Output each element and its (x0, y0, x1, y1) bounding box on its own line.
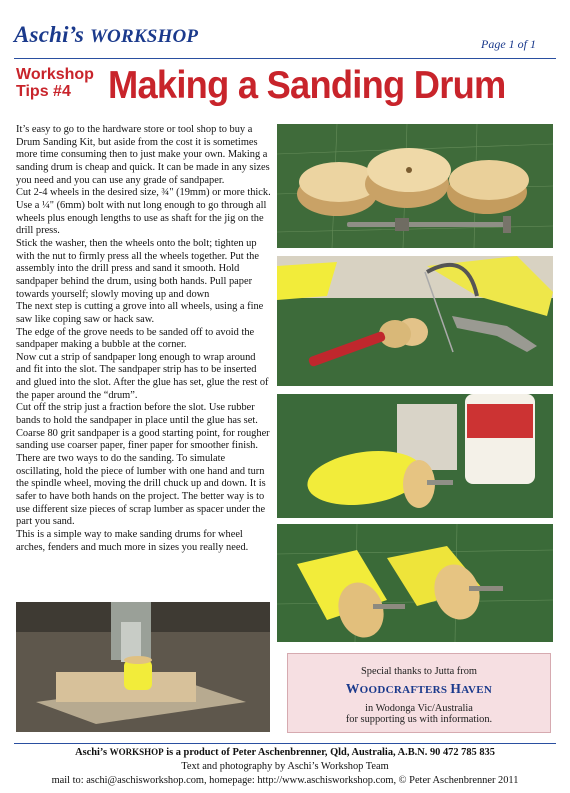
acknowledgement-support: for supporting us with information. (345, 714, 493, 725)
brand-caps: WORKSHOP (89, 26, 199, 47)
org-initial-h: H (450, 681, 462, 696)
paragraph: It’s easy to go to the hardware store or tool shop to buy a Drum Sanding Kit, but aside from the cost it is sometimes more time consuming then to just make your own. Making a sanding drum is cheap and quick. It can be made in any sizes you need and you can use any grade of sandpaper. (16, 124, 270, 186)
series-label (16, 66, 106, 100)
footer-ownership-text: is a product of Peter Aschenbrenner, Qld, Australia, A.B.N. 90 472 785 835 (163, 747, 495, 758)
footer-divider (14, 743, 556, 744)
article-body (16, 124, 271, 554)
footer-brand-caps: WORKSHOP (109, 747, 164, 757)
paragraph: The next step is cutting a grove into all wheels, using a fine saw like coping saw or hack saw. (16, 301, 264, 325)
series-label-line2: Tips #4 (16, 83, 71, 100)
acknowledgement-box (287, 653, 551, 733)
photo-coping-saw (277, 256, 553, 386)
paragraph: This is a simple way to make sanding drums for wheel arches, fenders and much more in sizes you really need. (16, 529, 249, 553)
site-brand (14, 22, 198, 48)
paragraph: Cut off the strip just a fraction before the slot. Use rubber bands to hold the sandpaper in place until the glue has set. Coarse 80 grit sandpaper is a good starting point, for rougher sanding use coarser paper, finer paper for smoother finish. (16, 402, 270, 452)
org-word-1: OODCRAFTERS (359, 684, 451, 696)
acknowledgement-org (288, 681, 550, 697)
photo-glue-illustration (277, 394, 553, 518)
footer-contact: mail to: aschi@aschisworkshop.com, homepage: http://www.aschisworkshop.com, © Peter Aschenbrenner 2011 (51, 775, 519, 786)
footer-brand: Aschi’s (75, 747, 110, 758)
photo-saw-illustration (277, 256, 553, 386)
photo-drums-illustration (277, 524, 553, 642)
footer-ownership (0, 747, 570, 758)
photo-drill-press-illustration (16, 602, 270, 732)
series-label-line1: Workshop (16, 66, 94, 83)
article-title: Making a Sanding Drum (108, 64, 506, 107)
photo-drill-press (16, 602, 270, 732)
org-word-2: AVEN (461, 684, 493, 696)
photo-finished-drums (277, 524, 553, 642)
photo-wheels-illustration (277, 124, 553, 248)
acknowledgement-location: in Wodonga Vic/Australia (365, 703, 473, 714)
photo-wheels-and-bolt (277, 124, 553, 248)
footer-credits: Text and photography by Aschi’s Workshop Team (181, 761, 389, 772)
paragraph: Stick the washer, then the wheels onto the bolt; tighten up with the nut to firmly press all the wheels together. Put the assembly into the drill press and sand it smooth. Hold sandpaper behind the drum, using both hands. Pull paper towards yourself; slowly moving up and down (16, 237, 259, 300)
page-indicator: Page 1 of 1 (481, 37, 536, 51)
paragraph: Now cut a strip of sandpaper long enough to wrap around and fit into the slot. The sandpaper strip has to be inserted and glued into the slot. After the glue has set, glue the rest of the paper around the “drum”. (16, 351, 269, 401)
paragraph: Cut 2-4 wheels in the desired size, ¾" (19mm) or more thick. Use a ¼" (6mm) bolt with nut long enough to go through all wheels plus enough lengths to use as shaft for the jig on the drill press. (16, 187, 271, 237)
paragraph: The edge of the grove needs to be sanded off to avoid the sandpaper making a bubble at the corner. (16, 326, 255, 351)
acknowledgement-intro: Special thanks to Jutta from (360, 666, 477, 677)
paragraph: There are two ways to do the sanding. To simulate oscillating, hold the piece of lumber with one hand and turn the spindle wheel, moving the drill chuck up and down. It is safer to have both hands on the project. The better way is to use different size pieces of scrap lumber as spacer under the part you sand. (16, 453, 266, 528)
header-divider (14, 58, 556, 59)
brand-main: Aschi’s (14, 22, 90, 47)
photo-glue-drum (277, 394, 553, 518)
org-initial-w: W (345, 681, 360, 696)
